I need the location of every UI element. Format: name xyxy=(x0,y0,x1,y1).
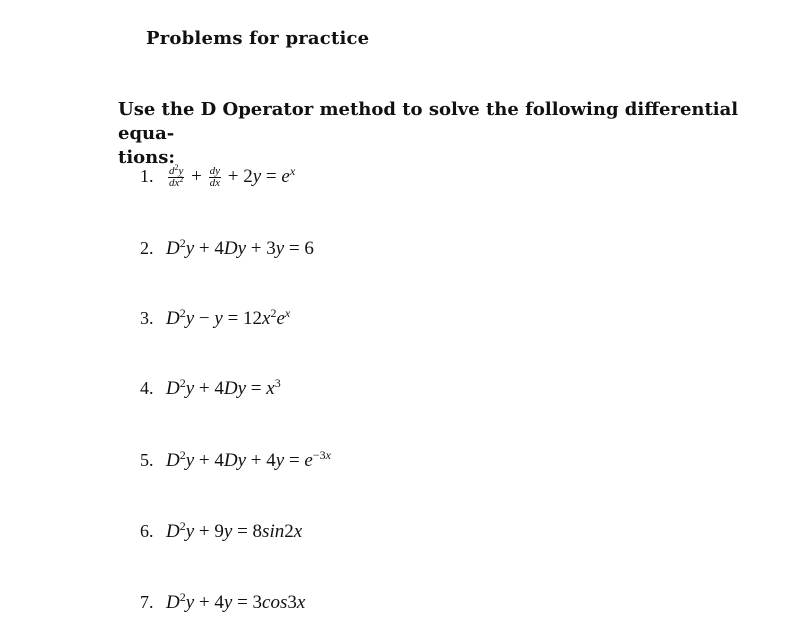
problem-number: 6. xyxy=(140,521,154,541)
problem-item xyxy=(140,308,290,330)
instructions xyxy=(118,98,758,170)
problem-number: 1. xyxy=(140,166,154,186)
problem-item xyxy=(140,378,281,400)
problem-item xyxy=(140,592,305,614)
problem-equation: $D^2y + 4Dy + 3y = 6$ xyxy=(166,236,314,259)
problem-equation: $D^2y + 4y = 3\cos 3x$ xyxy=(166,590,306,613)
problem-equation: $D^2y + 4Dy = x^3$ xyxy=(166,376,281,399)
problem-item xyxy=(140,450,331,472)
problem-equation: $D^2y - y = 12x^2e^x$ xyxy=(166,306,291,329)
instructions-line-2: tions: xyxy=(118,147,176,168)
instructions-line-1: Use the D Operator method to solve the following differential equa- xyxy=(118,99,739,144)
problem-number: 2. xyxy=(140,238,154,258)
problem-equation: $D^2y + 9y = 8\sin 2x$ xyxy=(166,519,303,542)
problem-number: 4. xyxy=(140,378,154,398)
problem-item xyxy=(140,163,296,190)
problem-number: 3. xyxy=(140,308,154,328)
problem-item xyxy=(140,238,314,260)
page-title: Problems for practice xyxy=(146,28,370,49)
problem-item xyxy=(140,521,302,543)
problem-equation: $\frac{d^2y}{dx^2}$ + $\frac{dy}{dx}$ + $2y = e^x$ xyxy=(169,163,296,190)
problem-number: 7. xyxy=(140,592,154,612)
problem-number: 5. xyxy=(140,450,154,470)
problem-equation: $D^2y + 4Dy + 4y = e^{-3x}$ xyxy=(166,448,331,471)
